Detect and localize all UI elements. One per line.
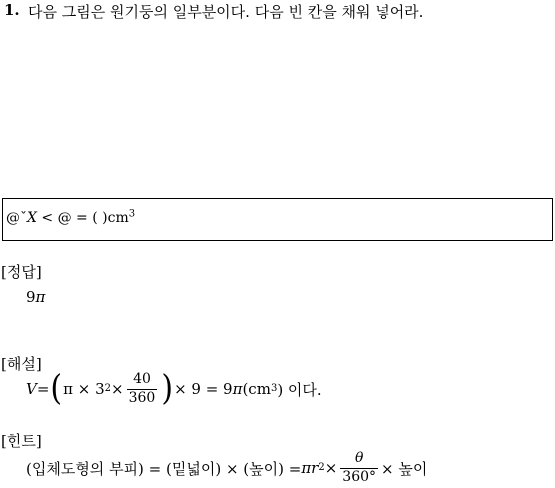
explanation-rest-c: ) 이다. <box>277 380 322 399</box>
answer-heading: [정답] <box>1 263 42 281</box>
hint-formula: (입체도형의 부피) = (밑넓이) × (높이) = π r 2 × $\frac{\theta}{360^\circ}$ × 높이 <box>26 450 428 485</box>
hint-r: r <box>311 459 319 477</box>
hint-left: (입체도형의 부피) = (밑넓이) × (높이) = <box>26 459 302 478</box>
explanation-frac-den: 360 <box>128 389 156 406</box>
explanation-rest-pi: π <box>232 380 243 398</box>
explanation-lhs: V <box>26 380 37 398</box>
hint-frac-den: 360° <box>342 468 377 485</box>
explanation-heading: [해설] <box>1 355 42 373</box>
question-text: 다음 그림은 원기둥의 일부분이다. 다음 빈 칸을 채워 넣어라. <box>28 3 424 21</box>
close-paren: ) <box>161 368 174 409</box>
hint-heading: [힌트] <box>1 432 42 450</box>
explanation-inner-a: π × 3 <box>63 380 105 398</box>
explanation-fraction <box>127 372 158 406</box>
explanation-eq: = <box>36 380 50 398</box>
figure-area <box>0 28 555 193</box>
answer-value-num: 9 <box>26 288 36 306</box>
hint-pi: π <box>301 459 312 477</box>
box-exp: 3 <box>128 208 136 220</box>
box-var: X <box>27 210 37 226</box>
hint-frac-num: θ <box>354 450 364 467</box>
answer-value <box>26 288 45 306</box>
explanation-formula: V = ( π × 3 2 × $\frac{40}{360}$ ) × 9 = 9 π (cm 3 ) 이다. <box>26 368 322 409</box>
hint-right: × 높이 <box>381 459 428 478</box>
open-paren: ( <box>50 368 63 409</box>
hint-fraction <box>340 451 378 485</box>
question-number: 1. <box>4 1 20 19</box>
hint-times: × <box>324 459 338 477</box>
explanation-rest-b: (cm <box>242 380 271 398</box>
box-prefix: @ˇ <box>6 210 27 226</box>
answer-box-content <box>6 210 135 226</box>
explanation-rest-a: × 9 = 9 <box>174 380 233 398</box>
box-middle: < @ = ( )cm <box>36 210 129 226</box>
explanation-inner-times: × <box>111 380 124 398</box>
answer-value-pi: π <box>35 288 46 306</box>
explanation-frac-num: 40 <box>133 371 151 388</box>
